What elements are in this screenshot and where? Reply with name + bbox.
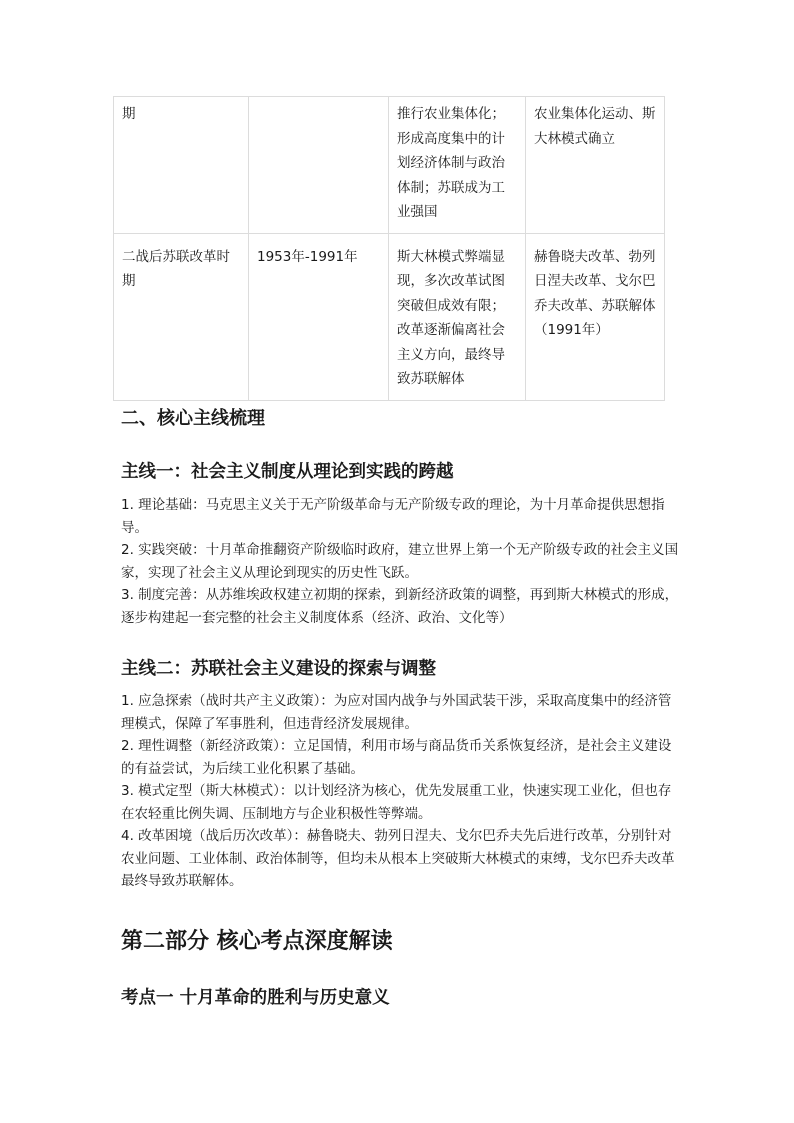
mainline-one-heading: 主线一：社会主义制度从理论到实践的跨越 [121, 462, 454, 482]
period-cell: 二战后苏联改革时期 [114, 233, 249, 400]
features-cell: 斯大林模式弊端显现，多次改革试图突破但成效有限；改革逐渐偏离社会主义方向，最终导致苏联解体 [389, 233, 526, 400]
time-cell [249, 97, 389, 234]
table-row [114, 97, 665, 234]
list-item: 3. 模式定型（斯大林模式）：以计划经济为核心，优先发展重工业，快速实现工业化，但也存在农轻重比例失调、压制地方与企业积极性等弊端。 [121, 783, 672, 822]
events-cell: 农业集体化运动、斯大林模式确立 [526, 97, 665, 234]
list-item: 3. 制度完善：从苏维埃政权建立初期的探索，到新经济政策的调整，再到斯大林模式的形成，逐步构建起一套完整的社会主义制度体系（经济、政治、文化等） [121, 587, 679, 626]
history-periods-table [113, 96, 665, 401]
list-item: 4. 改革困境（战后历次改革）：赫鲁晓夫、勃列日涅夫、戈尔巴乔夫先后进行改革，分别针对农业问题、工业体制、政治体制等，但均未从根本上突破斯大林模式的束缚，戈尔巴乔夫改革最终导致苏联解体。 [121, 828, 675, 889]
mainline-two-list [121, 690, 681, 893]
table-row [114, 233, 665, 400]
features-cell: 推行农业集体化；形成高度集中的计划经济体制与政治体制；苏联成为工业强国 [389, 97, 526, 234]
list-item: 1. 理论基础：马克思主义关于无产阶级革命与无产阶级专政的理论，为十月革命提供思想指导。 [121, 497, 665, 536]
part-heading: 第二部分 核心考点深度解读 [121, 928, 393, 954]
time-cell: 1953年-1991年 [249, 233, 389, 400]
section-heading: 二、核心主线梳理 [121, 408, 265, 429]
exam-point-heading: 考点一 十月革命的胜利与历史意义 [121, 988, 390, 1008]
mainline-two-heading: 主线二：苏联社会主义建设的探索与调整 [121, 659, 436, 679]
period-cell: 期 [114, 97, 249, 234]
list-item: 1. 应急探索（战时共产主义政策）：为应对国内战争与外国武装干涉，采取高度集中的经济管理模式，保障了军事胜利，但违背经济发展规律。 [121, 693, 672, 732]
list-item: 2. 实践突破：十月革命推翻资产阶级临时政府，建立世界上第一个无产阶级专政的社会主义国家，实现了社会主义从理论到现实的历史性飞跃。 [121, 542, 679, 581]
mainline-one-list [121, 494, 681, 629]
list-item: 2. 理性调整（新经济政策）：立足国情，利用市场与商品货币关系恢复经济，是社会主义建设的有益尝试，为后续工业化积累了基础。 [121, 738, 672, 777]
events-cell: 赫鲁晓夫改革、勃列日涅夫改革、戈尔巴乔夫改革、苏联解体（1991年） [526, 233, 665, 400]
